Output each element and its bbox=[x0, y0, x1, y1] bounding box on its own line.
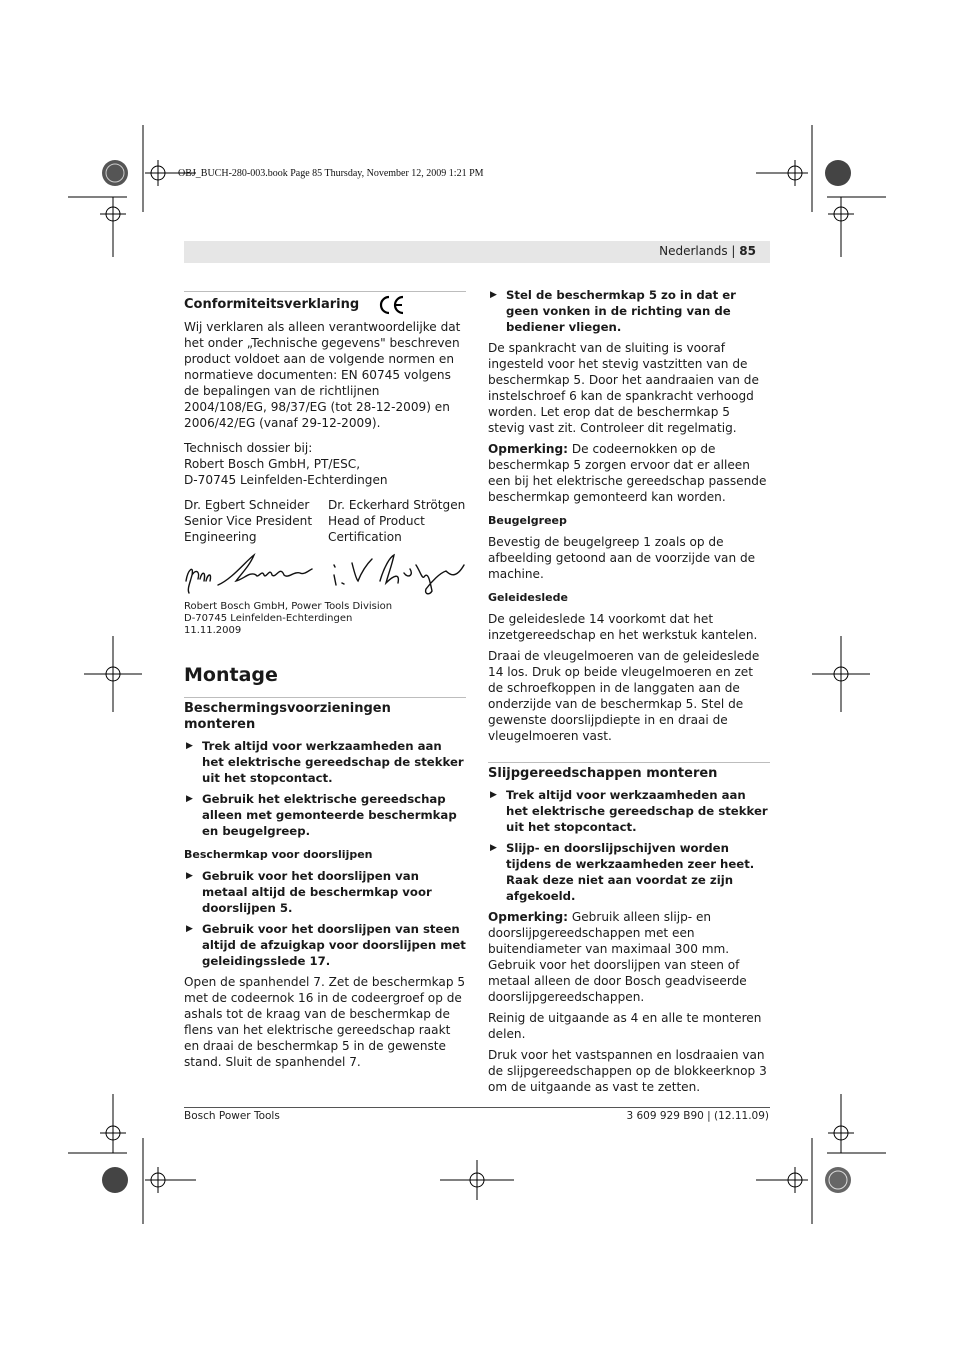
guide-text-1: De geleideslede 14 voorkomt dat het inzetgereedschap en het werkstuk kantelen. bbox=[488, 612, 758, 642]
print-slug: OBJ_BUCH-280-003.book Page 85 Thursday, November 12, 2009 1:21 PM bbox=[178, 168, 484, 179]
conformity-text: Wij verklaren als alleen verantwoordelijke dat het onder „Technische gegevens" beschreven product voldoet aan de volgende normen en normatieve documenten: EN 60745 volgens de bepalingen van de richtlijnen 2004/108/EG, 98/37/EG (tot 28-12-2009) en 2006/42/EG (vanaf 29-12-2009). bbox=[184, 320, 461, 430]
warning-bullet: ▶ Trek altijd voor werkzaamheden aan het elektrische gereedschap de stekker uit het stopcontact. bbox=[186, 739, 464, 785]
signatories bbox=[184, 497, 466, 545]
warning-bullet: ▶ Stel de beschermkap 5 zo in dat er geen vonken in de richting van de bediener vliegen. bbox=[490, 288, 736, 334]
handle-text: Bevestig de beugelgreep 1 zoals op de afbeelding getoond aan de voorzijde van de machine. bbox=[488, 535, 756, 581]
warning-bullet: ▶ Gebruik voor het doorslijpen van steen altijd de afzuigkap voor doorslijpen met geleidingsslede 17. bbox=[186, 922, 466, 968]
right-column bbox=[488, 287, 770, 1100]
warning-bullet: ▶ Gebruik het elektrische gereedschap alleen met gemonteerde beschermkap en beugelgreep. bbox=[186, 792, 457, 838]
guide-text-2: Draai de vleugelmoeren van de geleideslede 14 los. Druk op beide vleugelmoeren en zet de schroefkoppen in de langgaten aan de onderzijde van de beschermkap 5. Stel de gewenste doorslijpdiepte in en draai de vleugelmoeren vast. bbox=[488, 649, 760, 743]
footer-divider bbox=[184, 1107, 770, 1108]
section-title-tools: Slijpgereedschappen monteren bbox=[488, 766, 718, 781]
footer-left: Bosch Power Tools bbox=[184, 1110, 280, 1122]
subsection-title-guard: Beschermkap voor doorslijpen bbox=[184, 848, 373, 861]
section-title-protection: Beschermingsvoorzieningen monteren bbox=[184, 701, 391, 732]
ce-mark-icon bbox=[377, 295, 405, 315]
page-number: 85 bbox=[739, 244, 756, 258]
guard-instructions: Open de spanhendel 7. Zet de beschermkap 5 met de codeernok 16 in de codeergroef op de ashals tot de kraag van de beschermkap de flens van het elektrische gereedschap raakt en draai de beschermkap 5 in de gewenste stand. Sluit de spanhendel 7. bbox=[184, 975, 466, 1069]
left-column bbox=[184, 291, 466, 1075]
note-coding: Opmerking: De codeernokken op de beschermkap 5 zorgen ervoor dat er alleen een bij het elektrische gereedschap passende beschermkap gemonteerd kan worden. bbox=[488, 442, 767, 504]
technical-dossier: Technisch dossier bij: Robert Bosch GmbH, PT/ESC, D-70745 Leinfelden-Echterdingen bbox=[184, 441, 388, 487]
header-language: Nederlands bbox=[659, 244, 728, 258]
note-diameter: Opmerking: Gebruik alleen slijp- en doorslijpgereedschappen met een buitendiameter van maximaal 300 mm. Gebruik voor het doorslijpen van steen of metaal alleen de door Bosch geadviseerde doorslijpgereedschappen. bbox=[488, 910, 747, 1004]
clamping-force-text: De spankracht van de sluiting is vooraf ingesteld voor het stevig vastzitten van de beschermkap 5. Door het aandraaien van de instelschroef 6 kan de spankracht verhoogd worden. Let erop dat de beschermkap 5 stevig vast zit. Controleer dit regelmatig. bbox=[488, 341, 759, 435]
company-address: Robert Bosch GmbH, Power Tools Division D-70745 Leinfelden-Echterdingen 11.11.2009 bbox=[184, 601, 393, 636]
clean-text: Reinig de uitgaande as 4 en alle te monteren delen. bbox=[488, 1011, 762, 1041]
page-header bbox=[184, 241, 770, 263]
divider bbox=[488, 762, 770, 763]
subsection-title-guide: Geleideslede bbox=[488, 591, 568, 604]
footer-right: 3 609 929 B90 | (12.11.09) bbox=[626, 1110, 769, 1122]
subsection-title-handle: Beugelgreep bbox=[488, 514, 567, 527]
divider bbox=[184, 697, 466, 698]
lock-text: Druk voor het vastspannen en losdraaien van de slijpgereedschappen op de blokkeerknop 3 om de uitgaande as vast te zetten. bbox=[488, 1048, 767, 1094]
signatory-2: Dr. Eckerhard Strötgen Head of Product Certification bbox=[328, 498, 466, 544]
handwritten-signatures bbox=[184, 551, 466, 597]
divider bbox=[184, 291, 466, 292]
warning-bullet: ▶ Gebruik voor het doorslijpen van metaal altijd de beschermkap voor doorslijpen 5. bbox=[186, 869, 432, 915]
section-title-conformity: Conformiteitsverklaring bbox=[184, 297, 360, 312]
signatory-1: Dr. Egbert Schneider Senior Vice President Engineering bbox=[184, 498, 313, 544]
chapter-title-montage: Montage bbox=[184, 664, 278, 686]
header-separator: | bbox=[731, 244, 736, 258]
warning-bullet: ▶ Slijp- en doorslijpschijven worden tijdens de werkzaamheden zeer heet. Raak deze niet aan voordat ze zijn afgekoeld. bbox=[490, 841, 755, 903]
warning-bullet: ▶ Trek altijd voor werkzaamheden aan het elektrische gereedschap de stekker uit het stopcontact. bbox=[490, 788, 768, 834]
